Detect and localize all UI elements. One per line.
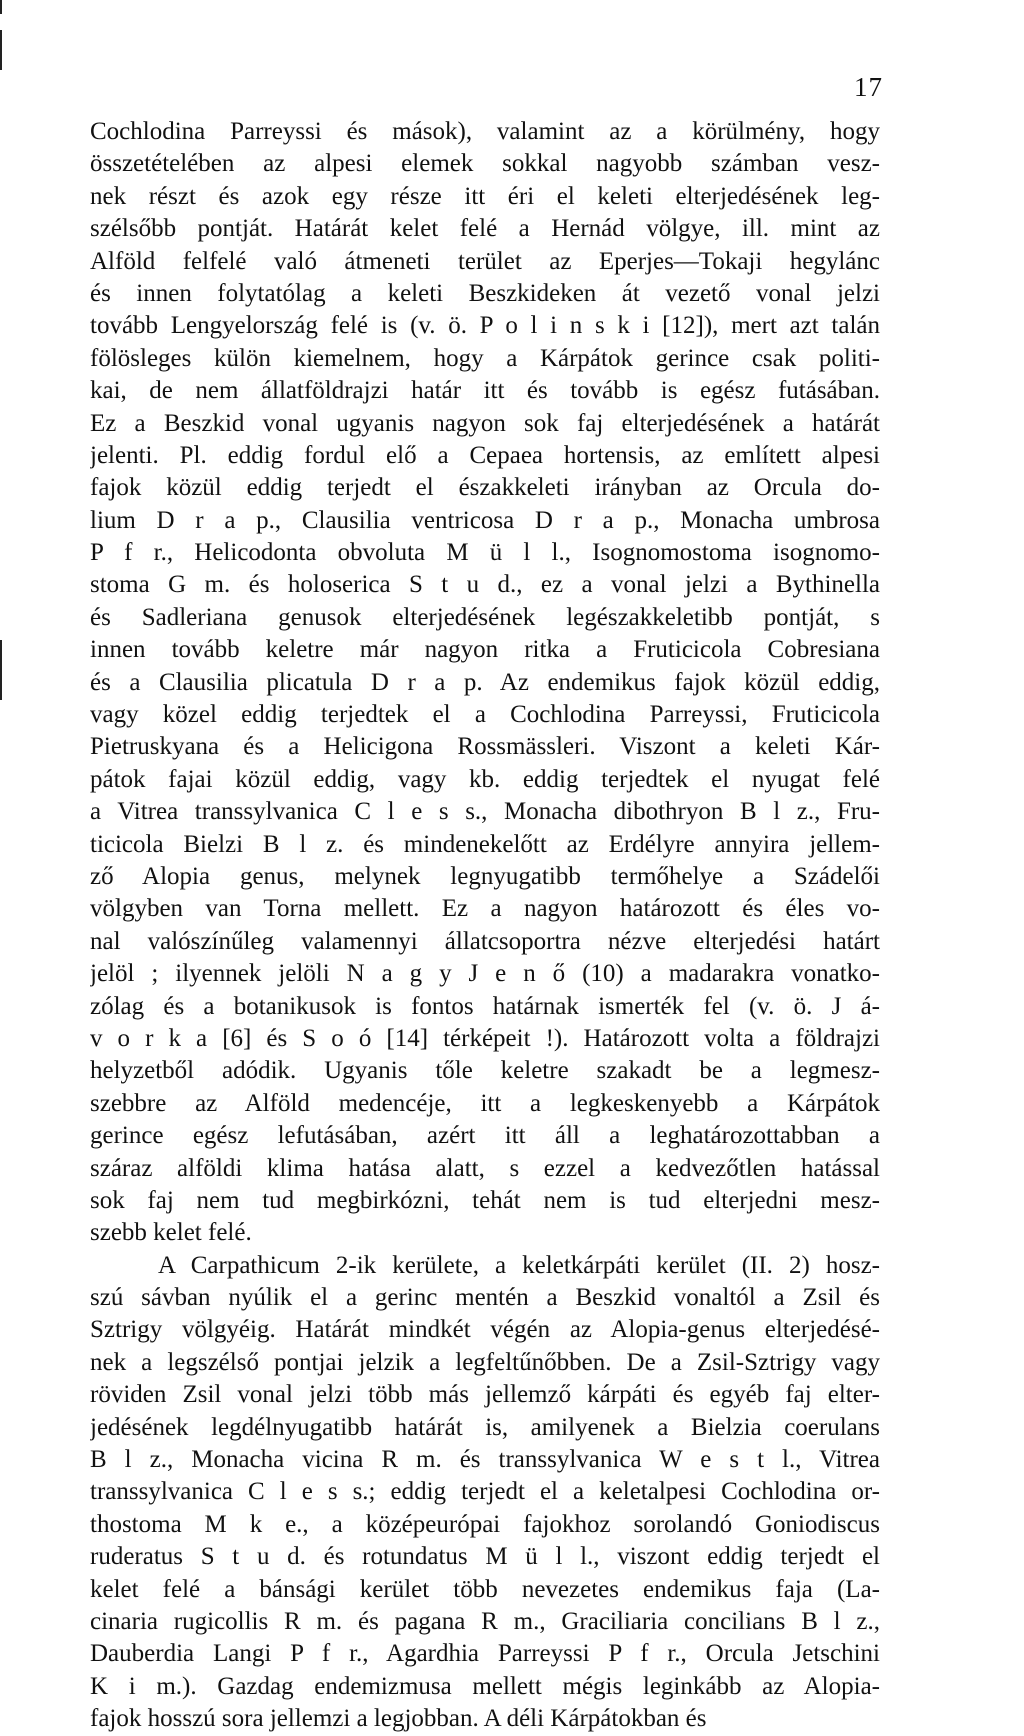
text-line: szebb kelet felé. xyxy=(90,1219,252,1247)
text-line: transsylvanica C l e s s.; eddig terjedt el a keletalpesi Cochlodina or- xyxy=(90,1478,880,1506)
page-number: 17 xyxy=(854,72,883,102)
text-line: és Sadleriana genusok elterjedésének legészakkeletibb pontját, s xyxy=(90,603,880,631)
text-line: Pietruskyana és a Helicigona Rossmässleri. Viszont a keleti Kár- xyxy=(90,733,880,761)
text-line: jedésének legdélnyugatibb határát is, amilyenek a Bielzia coerulans xyxy=(90,1413,880,1441)
text-line: v o r k a [6] és S o ó [14] térképeit !). Határozott volta a földrajzi xyxy=(90,1024,880,1052)
text-line: fajok hosszú sora jellemzi a legjobban. A déli Kárpátokban és xyxy=(90,1705,707,1733)
text-line: szú sávban nyúlik el a gerinc mentén a Beszkid vonaltól a Zsil és xyxy=(90,1284,880,1312)
scan-edge-mark xyxy=(0,640,2,700)
text-line: nek részt és azok egy része itt éri el keleti elterjedésének leg- xyxy=(90,182,880,210)
text-line: gerince egész lefutásában, azért itt áll a leghatározottabban a xyxy=(90,1122,880,1150)
text-line: pátok fajai közül eddig, vagy kb. eddig terjedtek el nyugat felé xyxy=(90,765,880,793)
text-line: ticicola Bielzi B l z. és mindenekelőtt az Erdélyre annyira jellem- xyxy=(90,830,880,858)
text-line: jelöl ; ilyennek jelöli N a g y J e n ő (10) a madarakra vonatko- xyxy=(90,960,880,988)
text-line: szebbre az Alföld medencéje, itt a legkeskenyebb a Kárpátok xyxy=(90,1089,880,1117)
text-line: fajok közül eddig terjedt el északkeleti irányban az Orcula do- xyxy=(90,474,880,502)
text-line: röviden Zsil vonal jelzi több más jellemző kárpáti és egyéb faj elter- xyxy=(90,1381,880,1409)
scan-edge-mark xyxy=(0,30,2,70)
text-line: Sztrigy völgyéig. Határát mindkét végén az Alopia-genus elterjedésé- xyxy=(90,1316,880,1344)
text-line: thostoma M k e., a középeurópai fajokhoz sorolandó Goniodiscus xyxy=(90,1510,880,1538)
text-line: Cochlodina Parreyssi és mások), valamint az a körülmény, hogy xyxy=(90,118,880,145)
text-line: helyzetből adódik. Ugyanis tőle keletre szakadt be a legmesz- xyxy=(90,1057,880,1085)
text-line: ruderatus S t u d. és rotundatus M ü l l., viszont eddig terjedt el xyxy=(90,1543,880,1571)
text-line: Alföld felfelé való átmeneti terület az Eperjes—Tokaji hegylánc xyxy=(90,247,880,275)
scan-edge-marks xyxy=(0,0,6,1538)
text-line: völgyben van Torna mellett. Ez a nagyon határozott és éles vo- xyxy=(90,895,880,923)
text-line: Ez a Beszkid vonal ugyanis nagyon sok faj elterjedésének a határát xyxy=(90,409,880,437)
text-line: stoma G m. és holoserica S t u d., ez a vonal jelzi a Bythinella xyxy=(90,571,880,599)
text-line: száraz alföldi klima hatása alatt, s ezzel a kedvezőtlen hatással xyxy=(90,1154,880,1182)
text-line: A Carpathicum 2-ik kerülete, a keletkárpáti kerület (II. 2) hosz- xyxy=(158,1251,880,1279)
text-line: K i m.). Gazdag endemizmusa mellett mégis leginkább az Alopia- xyxy=(90,1672,880,1700)
text-line: lium D r a p., Clausilia ventricosa D r a p., Monacha umbrosa xyxy=(90,506,880,534)
text-line: szélsőbb pontját. Határát kelet felé a Hernád völgye, ill. mint az xyxy=(90,215,880,243)
text-line: fölösleges külön kiemelnem, hogy a Kárpátok gerince csak politi- xyxy=(90,344,880,372)
text-line: kai, de nem állatföldrajzi határ itt és tovább is egész futásában. xyxy=(90,377,880,405)
body-text xyxy=(90,116,880,1736)
text-line: innen tovább keletre már nagyon ritka a Fruticicola Cobresiana xyxy=(90,636,880,664)
text-line: nek a legszélső pontjai jelzik a legfeltűnőbben. De a Zsil-Sztrigy vagy xyxy=(90,1348,880,1376)
text-line: összetételében az alpesi elemek sokkal nagyobb számban vesz- xyxy=(90,150,880,178)
text-line: vagy közel eddig terjedtek el a Cochlodina Parreyssi, Fruticicola xyxy=(90,701,880,729)
text-line: zólag és a botanikusok is fontos határnak ismerték fel (v. ö. J á- xyxy=(90,992,880,1020)
text-line: P f r., Helicodonta obvoluta M ü l l., Isognomostoma isognomo- xyxy=(90,539,880,567)
text-line: cinaria rugicollis R m. és pagana R m., Graciliaria concilians B l z., xyxy=(90,1607,880,1635)
text-line: sok faj nem tud megbirkózni, tehát nem is tud elterjedni mesz- xyxy=(90,1186,880,1214)
scan-edge-mark xyxy=(0,0,2,14)
text-line: a Vitrea transsylvanica C l e s s., Monacha dibothryon B l z., Fru- xyxy=(90,798,880,826)
text-line: B l z., Monacha vicina R m. és transsylvanica W e s t l., Vitrea xyxy=(90,1446,880,1474)
text-line: és a Clausilia plicatula D r a p. Az endemikus fajok közül eddig, xyxy=(90,668,880,696)
text-line: jelenti. Pl. eddig fordul elő a Cepaea hortensis, az említett alpesi xyxy=(90,441,880,469)
text-line: tovább Lengyelország felé is (v. ö. P o l i n s k i [12]), mert azt talán xyxy=(90,312,880,340)
text-line: és innen folytatólag a keleti Beszkideken át vezető vonal jelzi xyxy=(90,279,880,307)
text-line: nal valószínűleg valamennyi állatcsoportra nézve elterjedési határt xyxy=(90,927,880,955)
text-line: ző Alopia genus, melynek legnyugatibb termőhelye a Szádelői xyxy=(90,862,880,890)
text-line: kelet felé a bánsági kerület több nevezetes endemikus faja (La- xyxy=(90,1575,880,1603)
text-line: Dauberdia Langi P f r., Agardhia Parreyssi P f r., Orcula Jetschini xyxy=(90,1640,880,1668)
